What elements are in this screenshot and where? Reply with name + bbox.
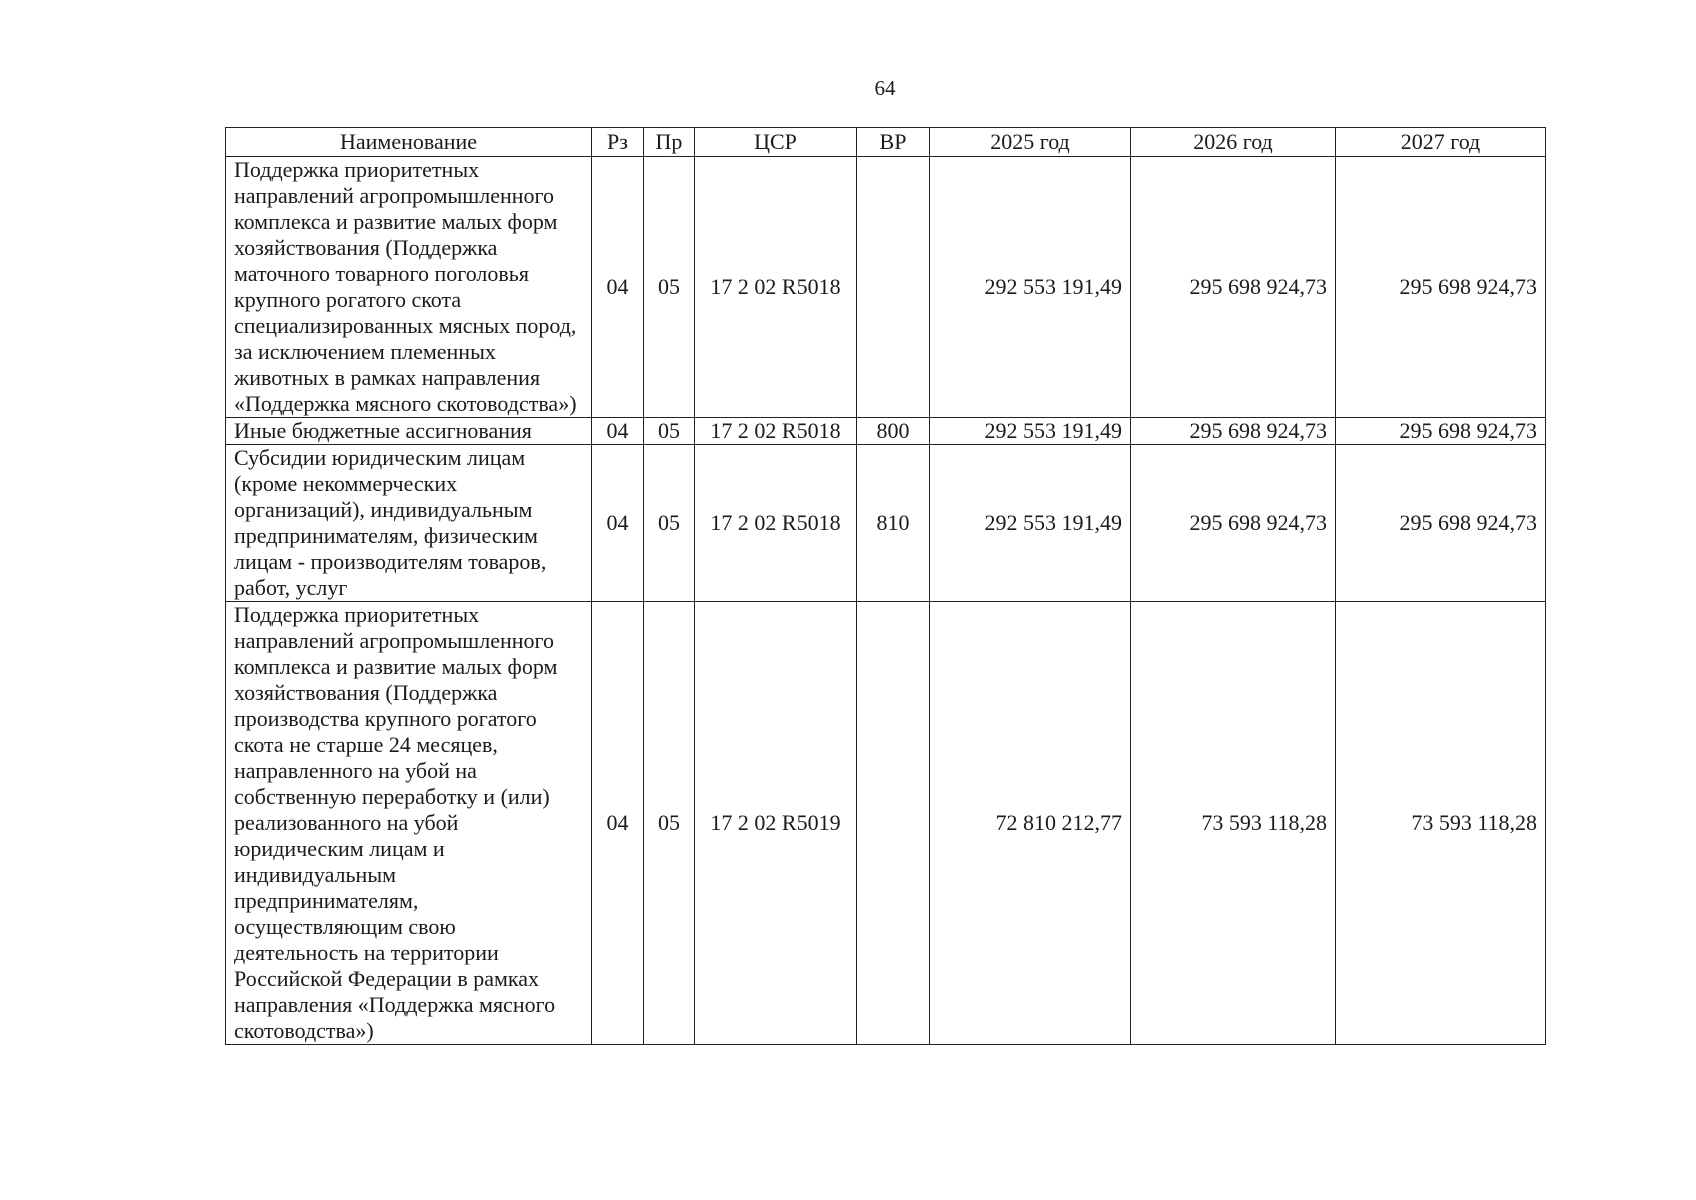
page-number: 64 (874, 76, 896, 100)
table-row (226, 157, 1546, 418)
row-vr: 810 (857, 445, 930, 602)
row-2027: 295 698 924,73 (1336, 157, 1546, 418)
row-2025: 72 810 212,77 (930, 602, 1131, 1045)
table-header-row (226, 128, 1546, 157)
row-2026: 295 698 924,73 (1131, 445, 1336, 602)
header-rz: Рз (592, 128, 644, 157)
row-rz: 04 (592, 157, 644, 418)
row-pr: 05 (644, 418, 695, 445)
header-2027: 2027 год (1336, 128, 1546, 157)
row-name: Субсидии юридическим лицам (кроме некоммерческих организаций), индивидуальным предпринимателям, физическим лицам - производителям товаров, работ, услуг (226, 445, 592, 602)
table-row (226, 418, 1546, 445)
row-2027: 73 593 118,28 (1336, 602, 1546, 1045)
row-name: Поддержка приоритетных направлений агропромышленного комплекса и развитие малых форм хозяйствования (Поддержка маточного товарного поголовья крупного рогатого скота специализированных мясных пород, за исключением племенных животных в рамках направления «Поддержка мясного скотоводства») (226, 157, 592, 418)
header-csr: ЦСР (695, 128, 857, 157)
header-name: Наименование (226, 128, 592, 157)
row-2025: 292 553 191,49 (930, 418, 1131, 445)
row-rz: 04 (592, 445, 644, 602)
row-pr: 05 (644, 157, 695, 418)
row-2025: 292 553 191,49 (930, 445, 1131, 602)
row-2025: 292 553 191,49 (930, 157, 1131, 418)
header-pr: Пр (644, 128, 695, 157)
table-row (226, 602, 1546, 1045)
row-pr: 05 (644, 602, 695, 1045)
row-name: Поддержка приоритетных направлений агропромышленного комплекса и развитие малых форм хозяйствования (Поддержка производства крупного рогатого скота не старше 24 месяцев, направленного на убой на собственную переработку и (или) реализованного на убой юридическим лицам и индивидуальным предпринимателям, осуществляющим свою деятельность на территории Российской Федерации в рамках направления «Поддержка мясного скотоводства») (226, 602, 592, 1045)
table-row (226, 445, 1546, 602)
row-vr (857, 602, 930, 1045)
header-vr: ВР (857, 128, 930, 157)
row-vr (857, 157, 930, 418)
row-csr: 17 2 02 R5018 (695, 445, 857, 602)
row-rz: 04 (592, 418, 644, 445)
row-2026: 295 698 924,73 (1131, 418, 1336, 445)
row-2026: 73 593 118,28 (1131, 602, 1336, 1045)
row-2026: 295 698 924,73 (1131, 157, 1336, 418)
budget-table (225, 127, 1546, 1045)
row-csr: 17 2 02 R5018 (695, 157, 857, 418)
row-vr: 800 (857, 418, 930, 445)
row-csr: 17 2 02 R5018 (695, 418, 857, 445)
header-2026: 2026 год (1131, 128, 1336, 157)
header-2025: 2025 год (930, 128, 1131, 157)
row-pr: 05 (644, 445, 695, 602)
row-csr: 17 2 02 R5019 (695, 602, 857, 1045)
row-2027: 295 698 924,73 (1336, 418, 1546, 445)
row-rz: 04 (592, 602, 644, 1045)
row-name: Иные бюджетные ассигнования (226, 418, 592, 445)
row-2027: 295 698 924,73 (1336, 445, 1546, 602)
